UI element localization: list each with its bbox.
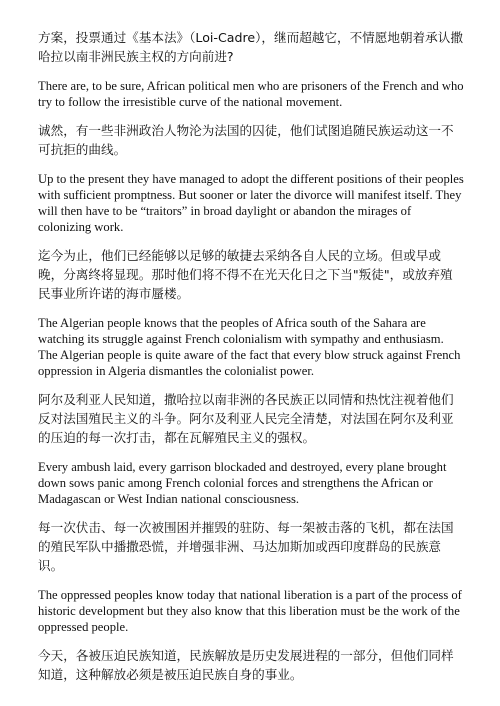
- paragraph-zh-1: 方案，投票通过《基本法》（Loi-Cadre），继而超越它，不情愿地朝着承认撒哈拉以南非洲民族主权的方向前进?: [38, 30, 463, 64]
- paragraph-zh-4: 阿尔及利亚人民知道，撒哈拉以南非洲的各民族正以同情和热忱注视着他们反对法国殖民主义的斗争。阿尔及利亚人民完全清楚，对法国在阿尔及利亚的压迫的每一次打击，都在瓦解殖民主义的强权。: [38, 392, 454, 445]
- paragraph-zh-6: 今天，各被压迫民族知道，民族解放是历史发展进程的一部分，但他们同样知道，这种解放必须是被压迫民族自身的事业。: [38, 648, 454, 682]
- document-page: [38, 28, 464, 696]
- paragraph-en-2: Up to the present they have managed to adopt the different positions of their peoples with sufficient promptness. But sooner or later the divorce will manifest itself. They will then have to be “traitors” in broad daylight or abandon the mirages of colonizing work.: [38, 172, 464, 234]
- paragraph-zh-5: 每一次伏击、每一次被围困并摧毁的驻防、每一架被击落的飞机，都在法国的殖民军队中播撒恐慌，并增强非洲、马达加斯加或西印度群岛的民族意识。: [38, 520, 454, 573]
- paragraph-en-3: The Algerian people knows that the peoples of Africa south of the Sahara are watching its struggle against French colonialism with sympathy and enthusiasm. The Algerian people is quite aware of the fact that every blow struck against French oppression in Algeria dismantles the colonialist power.: [38, 316, 461, 378]
- paragraph-en-5: The oppressed peoples know today that national liberation is a part of the process of historic development but they also know that this liberation must be the work of the oppressed people.: [38, 588, 462, 634]
- paragraph-zh-3: 迄今为止，他们已经能够以足够的敏捷去采纳各自人民的立场。但或早或晚，分离终将显现。那时他们将不得不在光天化日之下当"叛徒"，或放弃殖民事业所许诺的海市蜃楼。: [38, 248, 453, 301]
- paragraph-zh-2: 诚然，有一些非洲政治人物沦为法国的囚徒，他们试图追随民族运动这一不可抗拒的曲线。: [38, 123, 454, 157]
- paragraph-en-1: There are, to be sure, African political men who are prisoners of the French and who try to follow the irresistible curve of the national movement.: [38, 79, 464, 109]
- paragraph-en-4: Every ambush laid, every garrison blockaded and destroyed, every plane brought down sows panic among French colonial forces and strengthens the African or Madagascan or West Indian national consciousness.: [38, 460, 447, 506]
